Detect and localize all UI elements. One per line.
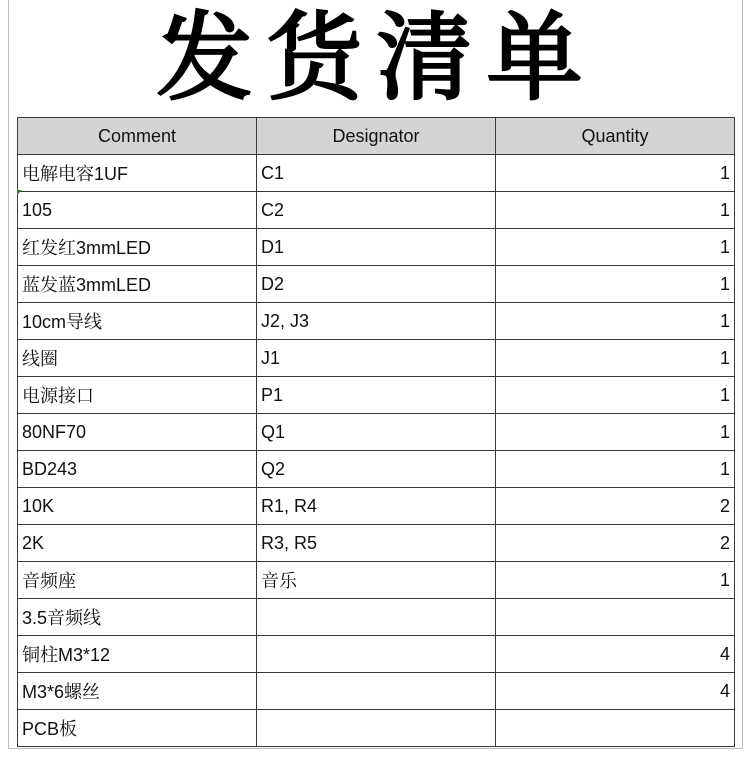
cell-quantity: 1 (496, 451, 735, 488)
table-row (18, 340, 735, 377)
table-row (18, 525, 735, 562)
cell-quantity: 4 (496, 673, 735, 710)
cell-comment: PCB板 (18, 710, 257, 747)
cell-quantity: 1 (496, 340, 735, 377)
cell-designator: C1 (257, 155, 496, 192)
cell-comment: 线圈 (18, 340, 257, 377)
cell-quantity: 4 (496, 636, 735, 673)
table-row (18, 488, 735, 525)
column-header-comment: Comment (18, 118, 257, 155)
column-header-quantity: Quantity (496, 118, 735, 155)
cell-designator (257, 636, 496, 673)
cell-comment: 音频座 (18, 562, 257, 599)
cell-comment: 铜柱M3*12 (18, 636, 257, 673)
table-row (18, 192, 735, 229)
cell-quantity: 2 (496, 525, 735, 562)
cell-comment: 3.5音频线 (18, 599, 257, 636)
cell-quantity (496, 599, 735, 636)
column-header-designator: Designator (257, 118, 496, 155)
cell-comment: 105 (18, 192, 257, 229)
cell-comment: M3*6螺丝 (18, 673, 257, 710)
cell-designator: R1, R4 (257, 488, 496, 525)
cell-designator: R3, R5 (257, 525, 496, 562)
cell-designator: J2, J3 (257, 303, 496, 340)
cell-comment: 蓝发蓝3mmLED (18, 266, 257, 303)
cell-comment: BD243 (18, 451, 257, 488)
cell-designator: P1 (257, 377, 496, 414)
cell-designator: J1 (257, 340, 496, 377)
cell-quantity: 1 (496, 414, 735, 451)
table-row (18, 266, 735, 303)
table-row (18, 599, 735, 636)
page-title: 发货清单 (156, 2, 597, 114)
table-row (18, 710, 735, 747)
table-row (18, 414, 735, 451)
cell-comment: 80NF70 (18, 414, 257, 451)
cell-designator: C2 (257, 192, 496, 229)
cell-comment-marker (17, 190, 22, 195)
cell-designator: D1 (257, 229, 496, 266)
cell-comment: 红发红3mmLED (18, 229, 257, 266)
table-row (18, 673, 735, 710)
cell-quantity: 1 (496, 562, 735, 599)
cell-quantity: 1 (496, 155, 735, 192)
table-row (18, 377, 735, 414)
cell-quantity: 1 (496, 266, 735, 303)
table-row (18, 229, 735, 266)
cell-designator: 音乐 (257, 562, 496, 599)
cell-quantity: 1 (496, 192, 735, 229)
cell-comment: 电解电容1UF (18, 155, 257, 192)
table-header-row (18, 118, 735, 155)
cell-designator: Q1 (257, 414, 496, 451)
cell-designator: D2 (257, 266, 496, 303)
cell-designator: Q2 (257, 451, 496, 488)
cell-comment: 10K (18, 488, 257, 525)
cell-quantity: 1 (496, 229, 735, 266)
cell-comment: 电源接口 (18, 377, 257, 414)
cell-quantity (496, 710, 735, 747)
cell-comment: 2K (18, 525, 257, 562)
cell-designator (257, 710, 496, 747)
shipping-list-table (17, 117, 735, 747)
table-row (18, 636, 735, 673)
cell-comment: 10cm导线 (18, 303, 257, 340)
cell-designator (257, 599, 496, 636)
table-row (18, 155, 735, 192)
cell-quantity: 1 (496, 377, 735, 414)
cell-quantity: 2 (496, 488, 735, 525)
table-row (18, 562, 735, 599)
table-body (18, 155, 735, 747)
table-row (18, 303, 735, 340)
table-row (18, 451, 735, 488)
cell-quantity: 1 (496, 303, 735, 340)
cell-designator (257, 673, 496, 710)
